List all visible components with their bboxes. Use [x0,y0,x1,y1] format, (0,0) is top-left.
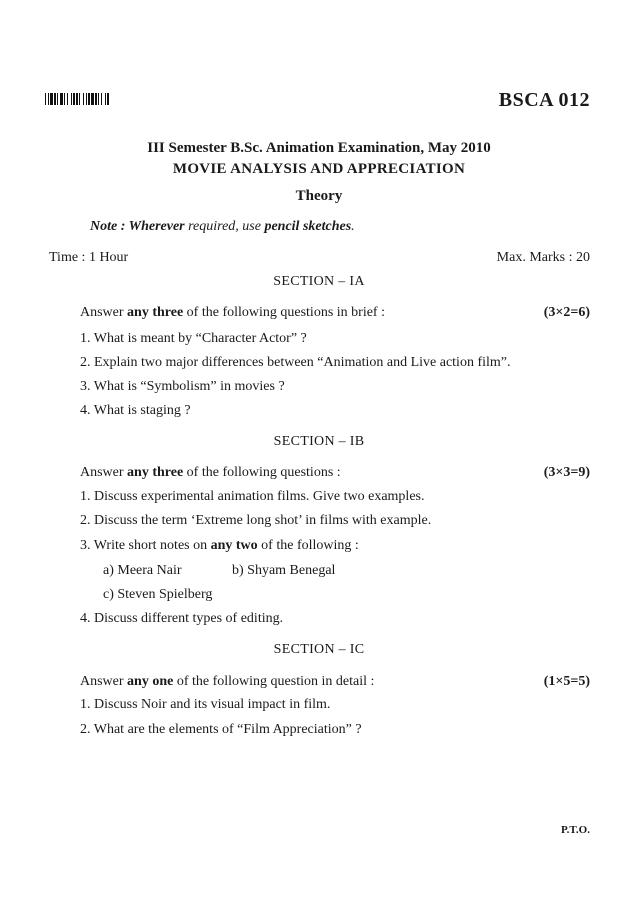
section-marks: (1×5=5) [543,674,590,689]
instr-text: Answer [80,465,128,480]
paper-type: Theory [295,188,343,204]
section-marks: (3×2=6) [543,305,590,320]
note-bold: pencil sketches [264,219,352,234]
barcode [45,93,158,105]
exam-title: III Semester B.Sc. Animation Examination, May 2010 [147,140,491,156]
note-middle: required, use [184,219,265,234]
instr-text: of the following questions in brief : [183,305,385,320]
instr-bold: any one [127,674,174,689]
section-instruction [80,674,374,690]
question: 4. Discuss different types of editing. [80,611,284,626]
subject-title: MOVIE ANALYSIS AND APPRECIATION [172,161,466,177]
option-item: c) Steven Spielberg [103,587,213,602]
section-marks: (3×3=9) [543,465,590,480]
option-item: b) Shyam Benegal [232,563,336,578]
time-allowed: Time : 1 Hour [49,250,129,265]
question-text: 3. Write short notes on [80,538,211,553]
section-title: SECTION – IB [273,434,365,449]
instr-text: Answer [80,674,128,689]
question: 2. Discuss the term ‘Extreme long shot’ in films with example. [80,513,432,528]
section-instruction [80,465,341,481]
question: 3. What is “Symbolism” in movies ? [80,379,285,394]
question: 2. What are the elements of “Film Appreciation” ? [80,722,362,737]
question [80,538,359,554]
paper-code: BSCA 012 [498,89,590,111]
question: 4. What is staging ? [80,403,191,418]
option-item: a) Meera Nair [103,563,182,578]
instr-text: Answer [80,305,128,320]
note-prefix: Note : Wherever [90,219,185,234]
section-instruction [80,305,385,321]
note [90,219,355,235]
question-bold: any two [210,538,258,553]
instr-text: of the following questions : [183,465,341,480]
instr-bold: any three [127,465,184,480]
instr-text: of the following question in detail : [173,674,375,689]
note-end: . [351,219,355,234]
pto-label: P.T.O. [560,824,590,836]
question: 1. What is meant by “Character Actor” ? [80,331,307,346]
question: 1. Discuss Noir and its visual impact in film. [80,697,331,712]
question: 1. Discuss experimental animation films. Give two examples. [80,489,425,504]
question: 2. Explain two major differences between “Animation and Live action film”. [80,355,511,370]
section-title: SECTION – IC [273,642,365,657]
question-text: of the following : [257,538,359,553]
max-marks: Max. Marks : 20 [496,250,590,265]
instr-bold: any three [127,305,184,320]
section-title: SECTION – IA [273,274,365,289]
